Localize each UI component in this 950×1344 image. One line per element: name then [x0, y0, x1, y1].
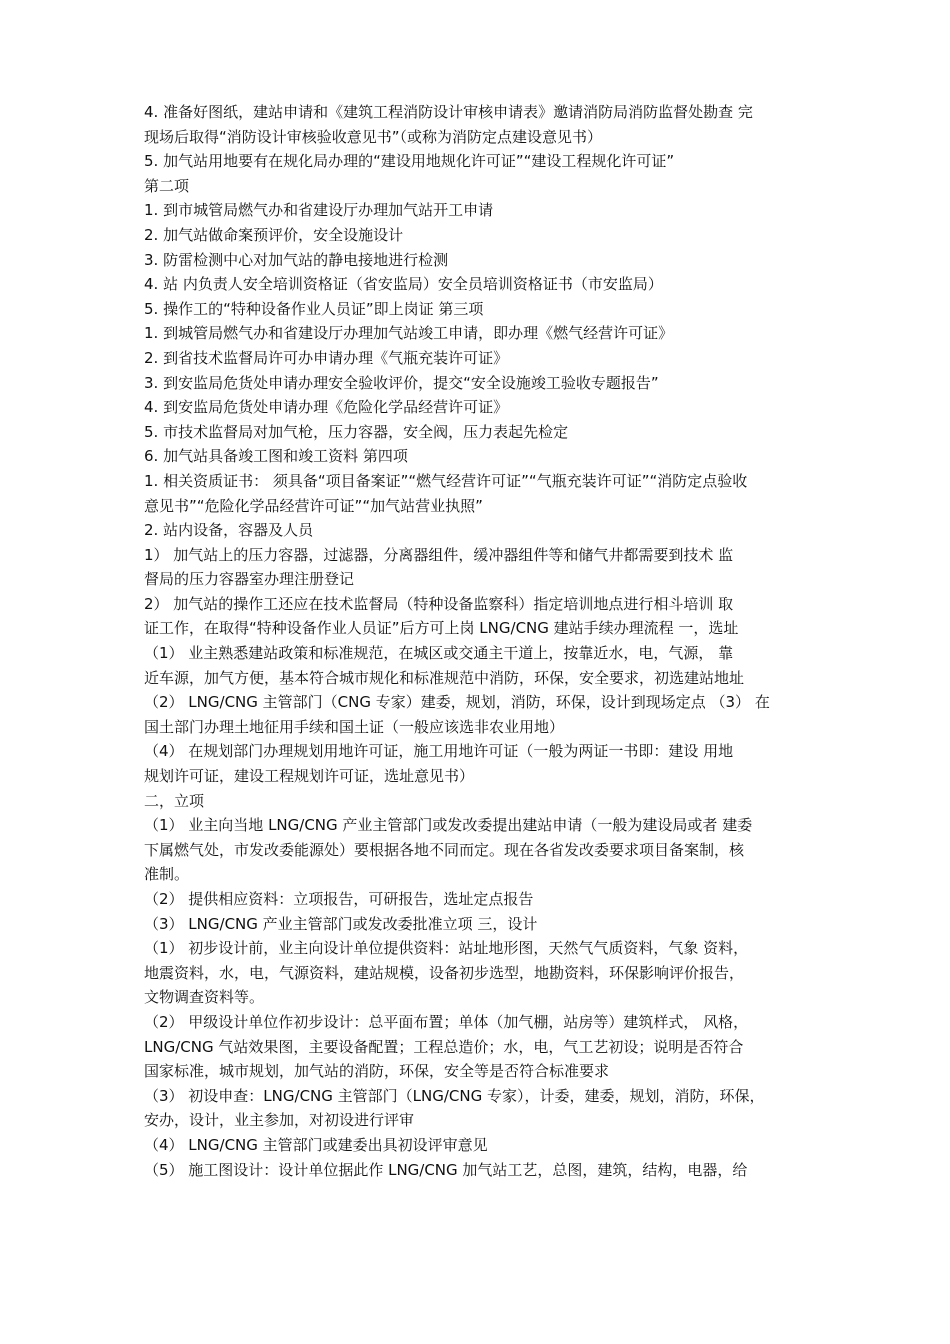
text-line: 1. 到市城管局燃气办和省建设厅办理加气站开工申请: [144, 201, 494, 220]
text-line: （3） 初设申查：LNG/CNG 主管部门（LNG/CNG 专家），计委，建委，规划，消防，环保，: [144, 1086, 765, 1105]
text-line: 安办，设计，业主参加，对初设进行评审: [144, 1111, 415, 1130]
text-line: 4. 准备好图纸，建站申请和《建筑工程消防设计审核申请表》邀请消防局消防监督处勘查 完: [144, 103, 753, 121]
text-line: 地震资料，水，电，气源资料，建站规模，设备初步选型，地勘资料，环保影响评价报告，: [144, 963, 745, 982]
text-line: 文物调查资料等。: [144, 988, 265, 1007]
text-line: 督局的压力容器室办理注册登记: [144, 570, 355, 589]
text-line: 3. 防雷检测中心对加气站的静电接地进行检测: [144, 250, 449, 269]
text-line: 5. 操作工的“特种设备作业人员证”即上岗证 第三项: [144, 299, 484, 318]
text-line: （1） 初步设计前，业主向设计单位提供资料：站址地形图，天然气气质资料，气象 资料，: [144, 939, 749, 958]
text-line: 下属燃气处，市发改委能源处）要根据各地不同而定。现在各省发改委要求项目备案制，核: [144, 840, 745, 859]
text-line: （2） 甲级设计单位作初步设计：总平面布置；单体（加气棚，站房等）建筑样式， 风格，: [144, 1012, 749, 1031]
text-line: （2） LNG/CNG 主管部门（CNG 专家）建委，规划，消防，环保，设计到现场定点 （3） 在: [144, 693, 770, 712]
text-line: 证工作，在取得“特种设备作业人员证”后方可上岗 LNG/CNG 建站手续办理流程 一，选址: [144, 619, 739, 638]
text-line: 现场后取得“消防设计审核验收意见书”（或称为消防定点建设意见书）: [144, 127, 603, 146]
text-line: LNG/CNG 气站效果图，主要设备配置；工程总造价；水，电，气工艺初设；说明是否符合: [144, 1037, 744, 1056]
text-line: 规划许可证，建设工程规划许可证，选址意见书）: [144, 767, 475, 786]
text-line: 二，立项: [144, 791, 205, 810]
text-line: 4. 到安监局危货处申请办理《危险化学品经营许可证》: [144, 398, 509, 417]
text-line: 意见书”“危险化学品经营许可证”“加气站营业执照”: [144, 496, 483, 515]
text-line: （4） LNG/CNG 主管部门或建委出具初设评审意见: [144, 1135, 488, 1154]
text-line: 第二项: [144, 176, 190, 195]
text-line: （2） 提供相应资料：立项报告，可研报告，选址定点报告: [144, 890, 534, 908]
text-line: （1） 业主熟悉建站政策和标准规范，在城区或交通主干道上，按靠近水，电，气源， 靠: [144, 644, 734, 663]
text-line: （5） 施工图设计：设计单位据此作 LNG/CNG 加气站工艺，总图，建筑，结构，电器，给: [144, 1160, 748, 1179]
document-page: [144, 100, 808, 1182]
text-line: 2. 加气站做命案预评价，安全设施设计: [144, 225, 404, 244]
text-line: 国家标准，城市规划，加气站的消防，环保，安全等是否符合标准要求: [144, 1062, 610, 1081]
text-line: 5. 加气站用地要有在规化局办理的“建设用地规化许可证”“建设工程规化许可证”: [144, 152, 675, 171]
text-line: （3） LNG/CNG 产业主管部门或发改委批准立项 三，设计: [144, 914, 538, 933]
text-line: 近车源，加气方便，基本符合城市规化和标准规范中消防，环保，安全要求，初选建站地址: [144, 668, 745, 687]
text-line: 2） 加气站的操作工还应在技术监督局（特种设备监察科）指定培训地点进行相斗培训 取: [144, 594, 734, 613]
text-line: 3. 到安监局危货处申请办理安全验收评价，提交“安全设施竣工验收专题报告”: [144, 373, 659, 392]
text-line: （1） 业主向当地 LNG/CNG 产业主管部门或发改委提出建站申请（一般为建设局或者 建委: [144, 816, 753, 835]
text-line: 1. 到城管局燃气办和省建设厅办理加气站竣工申请，即办理《燃气经营许可证》: [144, 324, 674, 343]
text-line: 1. 相关资质证书： 须具备“项目备案证”“燃气经营许可证”“气瓶充装许可证”“消防定点验收: [144, 471, 748, 490]
text-line: 4. 站 内负责人安全培训资格证（省安监局）安全员培训资格证书（市安监局）: [144, 275, 663, 294]
text-line: 2. 到省技术监督局许可办申请办理《气瓶充装许可证》: [144, 348, 509, 367]
text-line: 准制。: [144, 865, 190, 884]
text-line: （4） 在规划部门办理规划用地许可证，施工用地许可证（一般为两证一书即：建设 用地: [144, 742, 734, 761]
text-line: 6. 加气站具备竣工图和竣工资料 第四项: [144, 447, 408, 466]
text-line: 国土部门办理土地征用手续和国土证（一般应该选非农业用地）: [144, 717, 565, 736]
text-line: 5. 市技术监督局对加气枪，压力容器，安全阀，压力表起先检定: [144, 422, 569, 441]
text-line: 1） 加气站上的压力容器，过滤器，分离器组件，缓冲器组件等和储气井都需要到技术 监: [144, 545, 734, 564]
text-line: 2. 站内设备，容器及人员: [144, 521, 314, 540]
